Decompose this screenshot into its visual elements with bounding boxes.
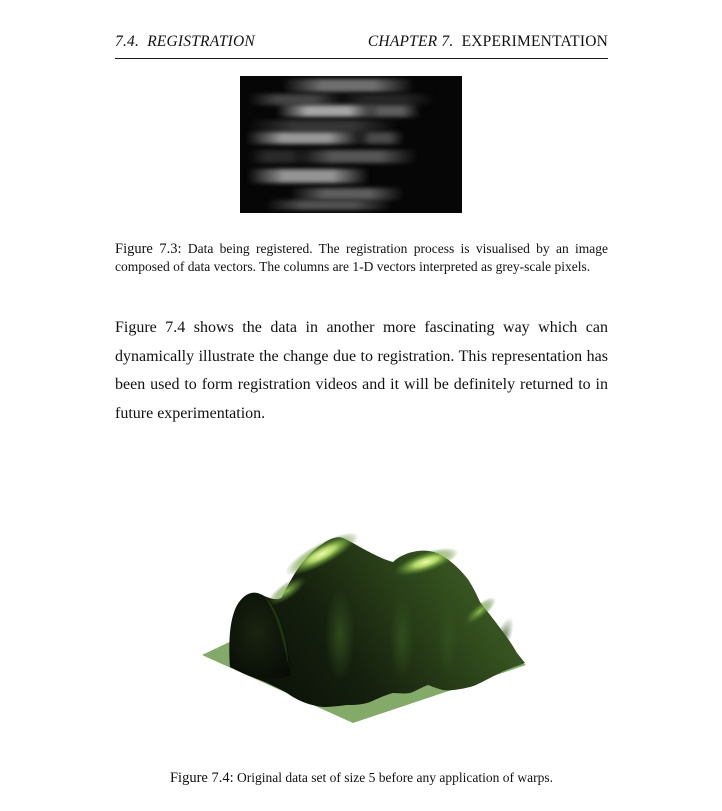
front-sheen <box>325 589 355 681</box>
front-sheen <box>390 595 414 679</box>
section-header: 7.4. REGISTRATION <box>115 33 255 50</box>
grayscale-streak <box>248 120 398 132</box>
grayscale-streak <box>246 132 364 144</box>
grayscale-streak <box>356 132 404 144</box>
figure-7-3-image <box>240 76 462 213</box>
grayscale-streak <box>248 94 343 105</box>
grayscale-streak <box>248 150 308 163</box>
grayscale-streak <box>265 200 392 210</box>
grayscale-streak <box>335 94 435 105</box>
chapter-header-italic: CHAPTER 7. <box>367 33 454 50</box>
figure-7-3-caption-text: Data being registered. The registration process is visualised by an image composed of data vectors. The columns are 1-D vectors interpreted as grey-scale pixels. <box>115 241 608 274</box>
figure-7-4-label: Figure 7.4: <box>169 770 234 786</box>
grayscale-streak <box>290 188 404 200</box>
figure-7-3-caption <box>115 240 608 275</box>
figure-7-4-image <box>190 515 550 755</box>
running-head <box>115 33 608 59</box>
figure-7-4-caption-text: Original data set of size 5 before any application of warps. <box>233 770 554 785</box>
figure-7-4-caption <box>115 770 608 787</box>
figure-7-3-label: Figure 7.3: <box>115 241 182 257</box>
body-paragraph: Figure 7.4 shows the data in another more fascinating way which can dynamically illustrate the change due to registration. This representation has been used to form registration videos and it will be definitely returned to in future experimentation. <box>115 319 608 422</box>
grayscale-streak <box>362 105 420 117</box>
grayscale-streak <box>295 150 417 163</box>
grayscale-streak <box>247 169 369 183</box>
front-sheen <box>438 599 458 675</box>
chapter-header-name: EXPERIMENTATION <box>453 33 608 50</box>
surface-plot-svg <box>190 515 550 755</box>
grayscale-streak <box>282 79 414 92</box>
chapter-header <box>368 33 608 51</box>
